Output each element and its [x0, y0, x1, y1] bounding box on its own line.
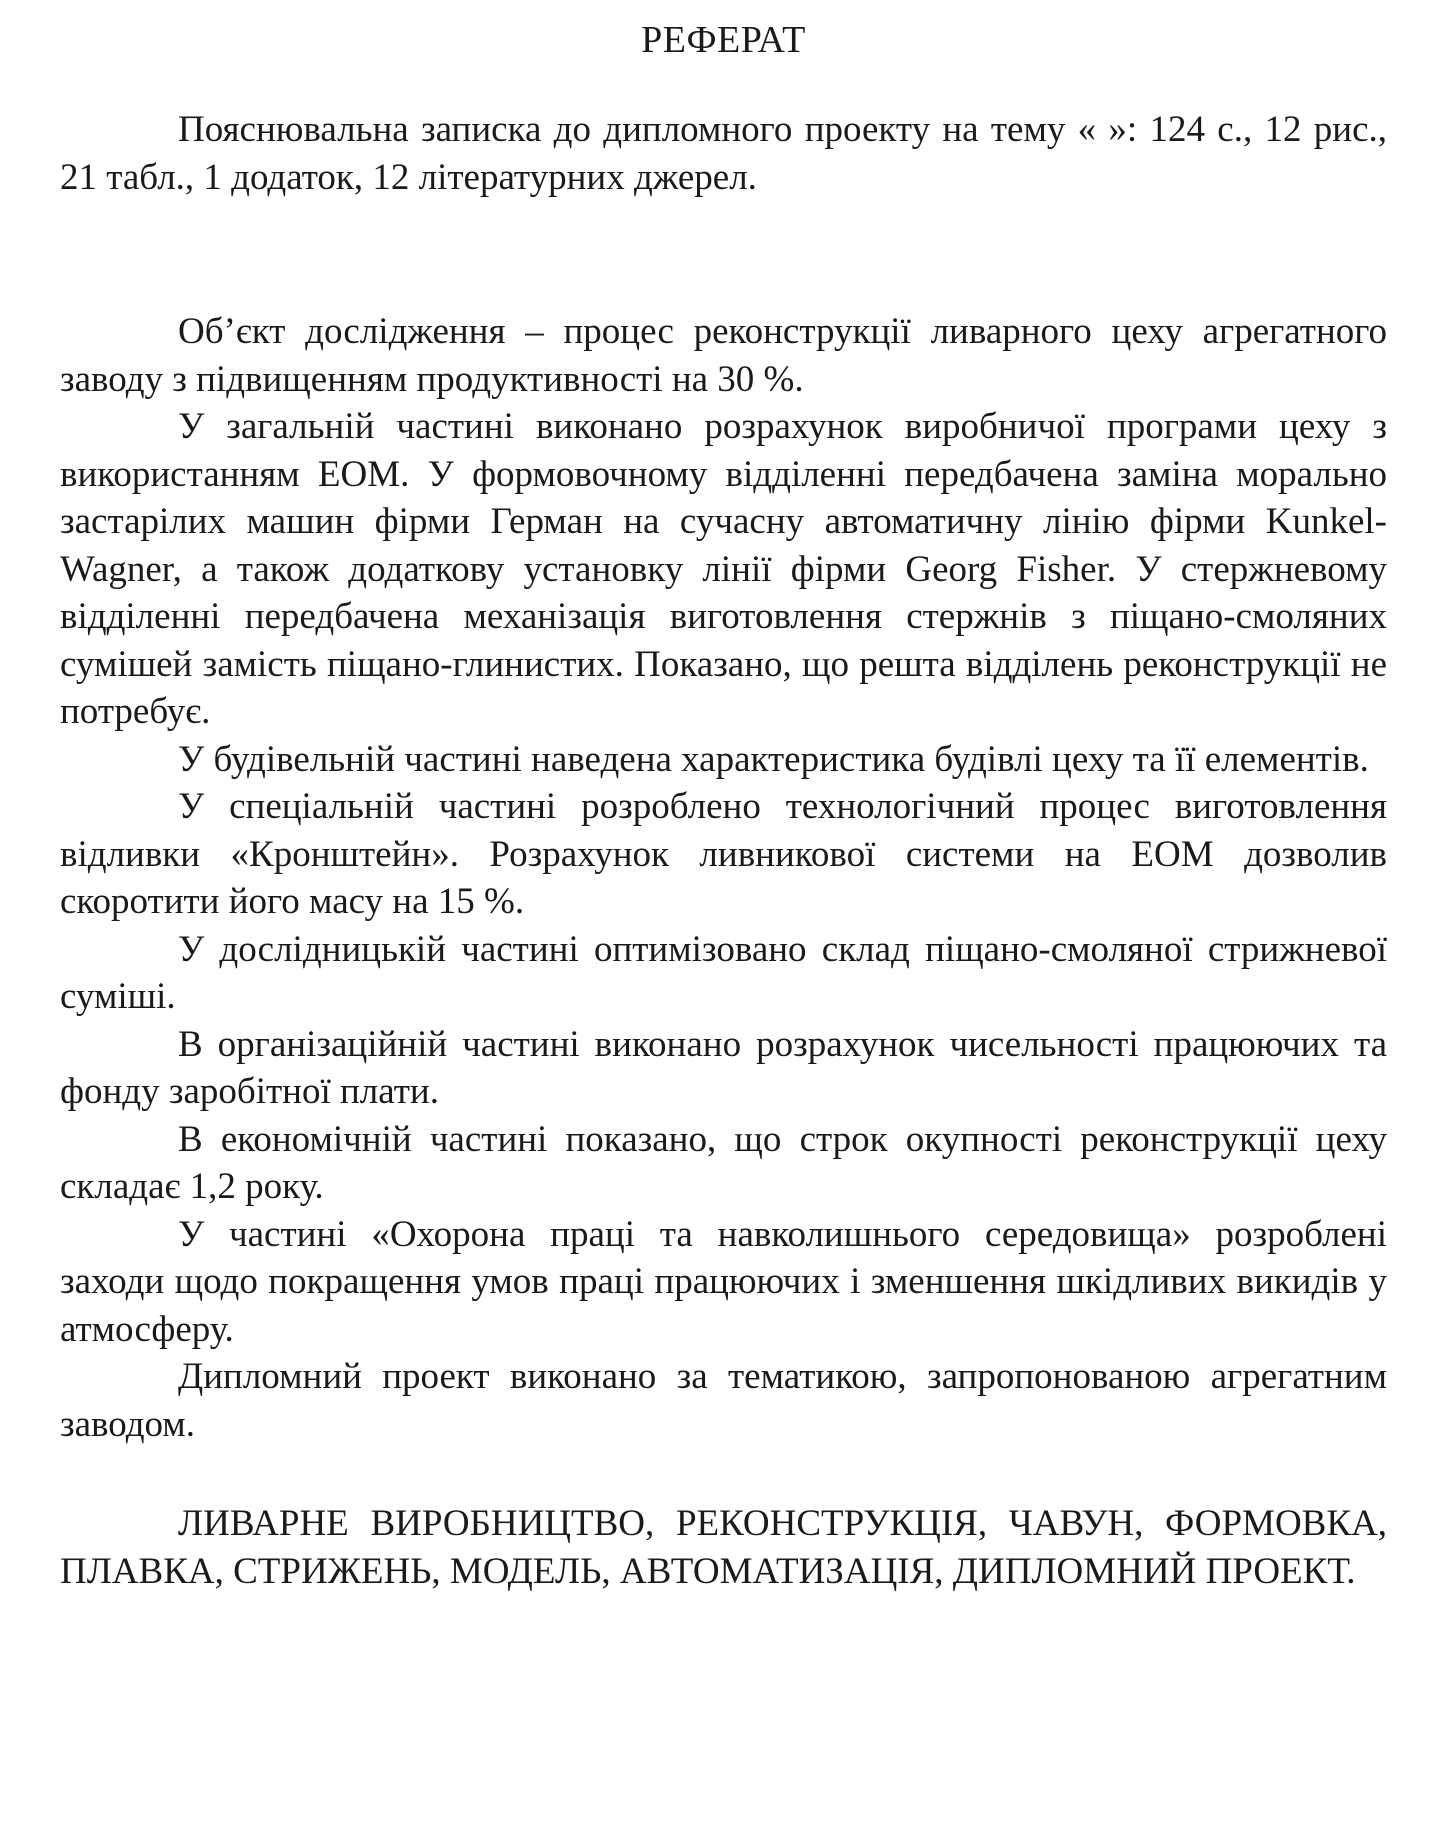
keywords-paragraph: ЛИВАРНЕ ВИРОБНИЦТВО, РЕКОНСТРУКЦІЯ, ЧАВУН, ФОРМОВКА, ПЛАВКА, СТРИЖЕНЬ, МОДЕЛЬ, АВТОМАТИЗАЦІЯ, ДИПЛОМНИЙ ПРОЕКТ. [60, 1503, 1387, 1592]
general-part-paragraph: У загальній частині виконано розрахунок виробничої програми цеху з використанням ЕОМ. У формовочному відділенні передбачена заміна морально застарілих машин фірми Герман на сучасну автоматичну лінію фірми Kunkel-Wagner, а також додаткову установку лінії фірми Georg Fisher. У стержневому відділенні передбачена механізація виготовлення стержнів з піщано-смоляних сумішей замість піщано-глинистих. Показано, що решта відділень реконструкції не потребує. [60, 406, 1387, 732]
abstract-body [60, 308, 1387, 1448]
special-part-paragraph: У спеціальній частині розроблено технологічний процес виготовлення відливки «Кронштейн». Розрахунок ливникової системи на ЕОМ дозволив скоротити його масу на 15 %. [60, 786, 1387, 922]
research-part-paragraph: У дослідницькій частині оптимізовано склад піщано-смоляної стрижневої суміші. [60, 928, 1387, 1017]
document-page [60, 0, 1387, 1595]
conclusion-paragraph: Дипломний проект виконано за тематикою, запропонованою агрегатним заводом. [60, 1356, 1387, 1445]
research-object-paragraph: Об’єкт дослідження – процес реконструкції ливарного цеху агрегатного заводу з підвищенням продуктивності на 30 %. [60, 311, 1387, 400]
labor-protection-paragraph: У частині «Охорона праці та навколишнього середовища» розроблені заходи щодо покращення умов праці працюючих і зменшення шкідливих викидів у атмосферу. [60, 1213, 1387, 1350]
construction-part-paragraph: У будівельній частині наведена характеристика будівлі цеху та її елементів. [178, 738, 1369, 780]
intro-paragraph: Пояснювальна записка до дипломного проекту на тему « »: 124 с., 12 рис., 21 табл., 1 додаток, 12 літературних джерел. [60, 109, 1387, 198]
document-title: РЕФЕРАТ [641, 19, 806, 61]
economic-part-paragraph: В економічній частині показано, що строк окупності реконструкції цеху складає 1,2 року. [60, 1118, 1387, 1207]
organizational-part-paragraph: В організаційній частині виконано розрахунок чисельності працюючих та фонду заробітної плати. [60, 1023, 1387, 1112]
